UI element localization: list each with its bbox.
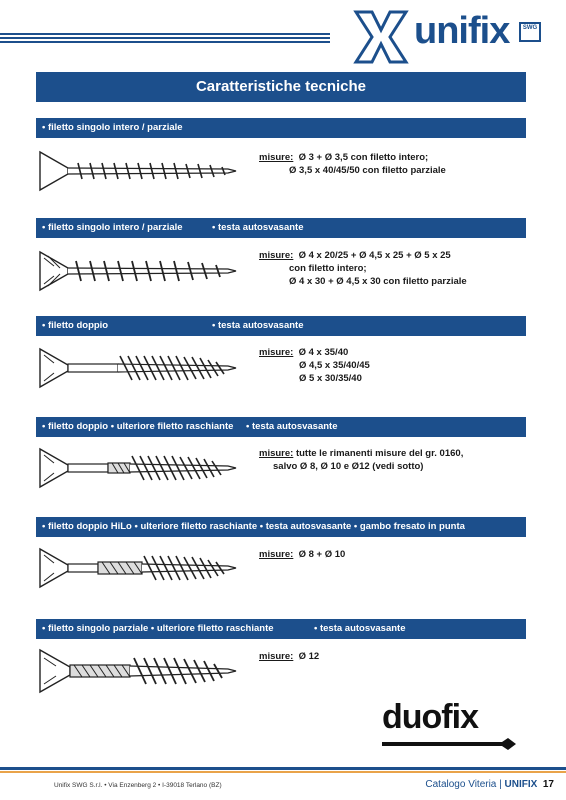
measure-label: misure: xyxy=(259,549,294,560)
measure-line: Ø 4 x 20/25 + Ø 4,5 x 25 + Ø 5 x 25 xyxy=(298,250,451,261)
measure-line: Ø 4,5 x 35/40/45 xyxy=(299,360,370,371)
measure-line: tutte le rimanenti misure del gr. 0160, xyxy=(295,448,464,459)
measure-label: misure: xyxy=(259,448,294,459)
section-3-band xyxy=(36,316,526,336)
swg-badge: SWG xyxy=(519,22,541,42)
measure-label: misure: xyxy=(259,152,294,163)
feature-label: • testa autosvasante xyxy=(212,222,304,233)
measure-line: salvo Ø 8, Ø 10 e Ø12 (vedi sotto) xyxy=(273,461,424,472)
measure-line: con filetto intero; xyxy=(289,263,367,274)
brand-logo: unifix xyxy=(414,10,510,52)
section-4-band xyxy=(36,417,526,437)
screw-2-icon xyxy=(38,248,238,294)
measure-label: misure: xyxy=(259,651,294,662)
page-title: Caratteristiche tecniche xyxy=(36,72,526,102)
measure-line: Ø 12 xyxy=(298,651,320,662)
screw-1-icon xyxy=(38,148,238,194)
section-5-measures xyxy=(259,548,345,561)
section-6-band xyxy=(36,619,526,639)
section-3-measures xyxy=(259,346,370,385)
footer-brand: UNIFIX xyxy=(504,779,538,790)
measure-line: Ø 5 x 30/35/40 xyxy=(299,373,362,384)
section-6-measures xyxy=(259,650,319,663)
duofix-underline-icon xyxy=(382,738,516,750)
header-stripes xyxy=(0,33,330,46)
section-2-measures xyxy=(259,249,467,288)
measure-line: Ø 3 + Ø 3,5 con filetto intero; xyxy=(298,152,429,163)
page-number: 17 xyxy=(542,779,554,790)
section-1-band xyxy=(36,118,526,138)
feature-label: • filetto doppio HiLo • ulteriore filetto raschiante • testa autosvasante • gambo fresato in punta xyxy=(42,521,465,532)
feature-label: • testa autosvasante xyxy=(212,320,304,331)
measure-label: misure: xyxy=(259,250,294,261)
measure-line: Ø 4 x 35/40 xyxy=(298,347,349,358)
measure-line: Ø 8 + Ø 10 xyxy=(298,549,346,560)
feature-label: • testa autosvasante xyxy=(314,623,406,634)
screw-6-icon xyxy=(38,648,238,694)
feature-label: • filetto singolo intero / parziale xyxy=(42,122,183,133)
duofix-logo: duofix xyxy=(382,698,478,736)
feature-label: • testa autosvasante xyxy=(246,421,338,432)
feature-label: • filetto singolo parziale • ulteriore filetto raschiante xyxy=(42,623,274,634)
section-1-measures xyxy=(259,151,446,177)
measure-line: Ø 4 x 30 + Ø 4,5 x 30 con filetto parziale xyxy=(289,276,467,287)
screw-3-icon xyxy=(38,345,238,391)
feature-label: • filetto singolo intero / parziale xyxy=(42,222,183,233)
measure-label: misure: xyxy=(259,347,294,358)
catalog-name: Catalogo Viteria xyxy=(425,779,497,790)
footer-page-info: Catalogo Viteria | UNIFIX 17 xyxy=(425,779,554,790)
screw-4-icon xyxy=(38,445,238,491)
section-5-band xyxy=(36,517,526,537)
footer-rule-accent xyxy=(0,771,566,773)
footer-address: Unifix SWG S.r.l. • Via Enzenberg 2 • I-39018 Terlano (BZ) xyxy=(54,782,222,789)
x-logo-icon xyxy=(352,8,410,66)
footer-rule xyxy=(0,767,566,770)
screw-5-icon xyxy=(38,545,238,591)
section-2-band xyxy=(36,218,526,238)
feature-label: • filetto doppio • ulteriore filetto raschiante xyxy=(42,421,234,432)
measure-line: Ø 3,5 x 40/45/50 con filetto parziale xyxy=(289,165,446,176)
feature-label: • filetto doppio xyxy=(42,320,109,331)
section-4-measures xyxy=(259,447,463,473)
